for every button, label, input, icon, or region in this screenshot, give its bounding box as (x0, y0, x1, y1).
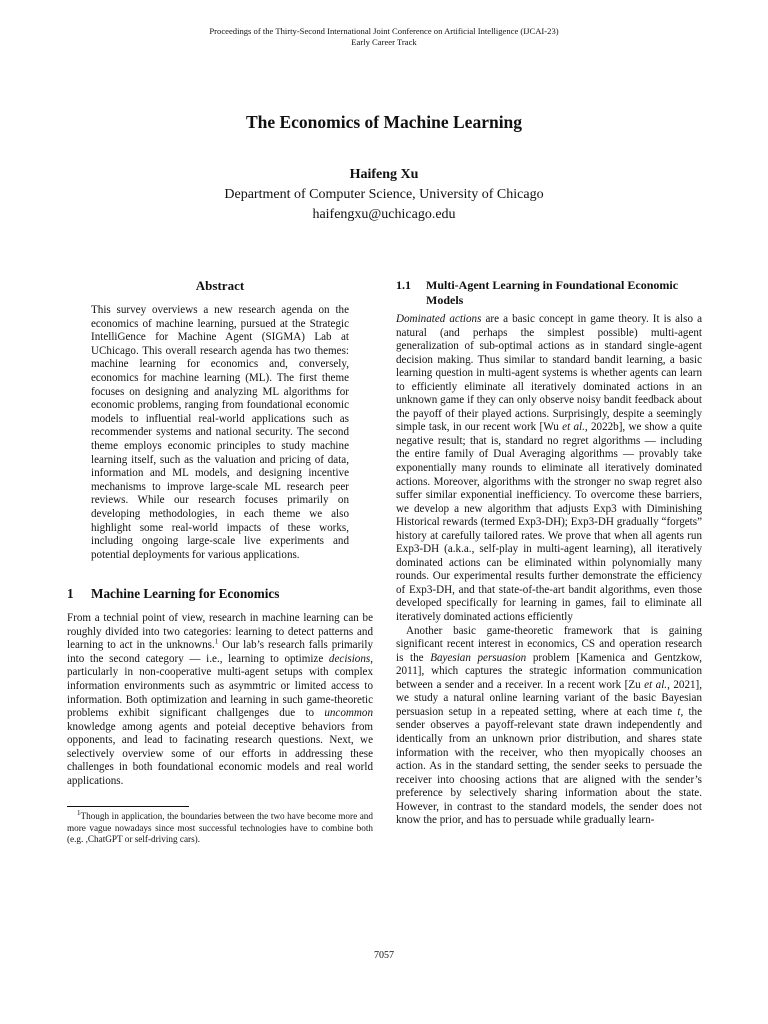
section-paragraph (67, 612, 373, 788)
author-name: Haifeng Xu (349, 167, 419, 182)
text-span: Another basic game-theoretic framework that is gaining significant recent interest in economics, CS and operation research is the (396, 624, 702, 664)
subsection-title: Multi-Agent Learning in Foundational Economic Models (426, 278, 679, 307)
text-span: , particularly in non-cooperative multi-agent setups with complex information environments such as asymmtric or limited access to information. Both optimization and learning in such game-theoretic problems exhibit significant challgenges due to (67, 652, 373, 720)
page-number: 7057 (374, 950, 394, 961)
footnote-divider (67, 806, 189, 807)
section-heading (67, 586, 373, 602)
section-title: Machine Learning for Economics (91, 586, 280, 602)
text-span: , the sender observes a payoff-relevant state drawn independently and identically from an unknown prior distribution, and shares state information with the receiver, who then myopically chooses an action. As in the standard setting, the sender seeks to persuade the receiver into choosing actions that are aligned with the sender’s preference by selectively sharing information about the state. However, in contrast to the standard models, the sender does not know the prior, and has to persuade while gradually learn- (396, 705, 703, 827)
text-span: knowledge among agents and poteial deceptive behaviors from opponents, and lead to facinating research questions. Next, we selectively overview some of our efforts in addressing these challenges in both foundational economic models and real world applications. (67, 720, 373, 787)
text-span: , 2021], we study a natural online learning variant of the basic Bayesian persuasion setup in a repeated setting, where at each time (396, 678, 703, 718)
footnote-text: Though in application, the boundaries between the two have become more and more vague nowadays since most successful technologies have to combine both (e.g. ,ChatGPT or self-driving cars). (67, 811, 373, 845)
footnote-number: 1 (77, 809, 81, 818)
paper-title: The Economics of Machine Learning (245, 112, 523, 132)
running-header (0, 26, 768, 48)
emphasis: Bayesian persuasion (430, 651, 527, 664)
author-email: haifengxu@uchicago.edu (312, 207, 456, 222)
author-block (0, 165, 768, 225)
left-column (67, 278, 373, 846)
track-line: Early Career Track (351, 37, 417, 47)
emphasis: et al. (562, 421, 585, 434)
emphasis: uncommon (324, 707, 373, 720)
abstract-body: This survey overviews a new research agenda on the economics of machine learning, pursued at the Strategic IntelliGence for Machine Agent (SIGMA) Lab at UChicago. This overall research agenda has two themes: machine learning for economics and, conversely, economics for machine learning (ML). The first theme focuses on designing and analyzing ML algorithms for economic problems, ranging from foundational economic models to influential real-world applications such as recommender systems and national security. The second theme employs economic principles to study machine learning itself, such as the valuation and pricing of data, information and ML models, and designing incentive mechanisms to improve large-scale ML research peer reviews. While our research focuses primarily on developing methodologies, in each theme we also highlight some real-world impacts of these works, including ongoing large-scale live experiments and potential deployments for various applications. (91, 304, 349, 561)
subsection-number: 1.1 (396, 278, 411, 292)
subsection-heading (396, 278, 702, 308)
author-affiliation: Department of Computer Science, University of Chicago (224, 187, 544, 202)
text-span: From a technial point of view, research in machine learning can be roughly divided into two categories: learning to detect patterns and learning to act in the unknowns. (67, 612, 373, 652)
footnote (67, 811, 373, 846)
right-column (396, 278, 702, 828)
proceedings-line: Proceedings of the Thirty-Second International Joint Conference on Artificial Intelligence (IJCAI-23) (209, 26, 559, 36)
section-number: 1 (67, 586, 74, 602)
text-span: Our lab’s research falls primarily into the second category — i.e., learning to optimize (67, 639, 373, 665)
emphasis: t (677, 705, 681, 718)
text-span: problem [Kamenica and Gentzkow, 2011], which captures the strategic information communication between a sender and a receiver. In a recent work [Zu (396, 651, 703, 691)
emphasis: et al. (644, 678, 668, 691)
text-span: are a basic concept in game theory. It is also a natural (and perhaps the simplest possible) multi-agent generalization of sub-optimal actions as in standard single-agent decision making. Thus similar to standard bandit learning, a basic learning question in multi-agent systems is whether agents can learn to efficiently eliminate all iteratively dominated actions in an unknown game if they can only observe noisy bandit feedback about the payoff of their played actions. Surprisingly, despite a seemingly simple task, in our recent work [Wu (396, 313, 702, 434)
text-span: , 2022b], we show a quite negative result; that is, standard no regret algorithms — including the entire family of Dual Averaging algorithms — provably take exponentially many rounds to eliminate all iteratively dominated actions. Moreover, algorithms with the stronger no swap regret also suffer similar exponential inefficiency. To overcome these barriers, we develop a new algorithm that adjusts Exp3 with Diminishing Historical rewards (termed Exp3-DH); Exp3-DH gradually “forgets” history at carefully tailored rates. We prove that when all agents run Exp3-DH (a.k.a., self-play in multi-agent learning), all iteratively dominated actions can be eliminated within polynomially many rounds. Our experimental results further demonstrate the efficiency of Exp3-DH, and that state-of-the-art bandit algorithms, even those developed specifically for learning in games, fail to eliminate all iteratively dominated actions efficiently (396, 421, 702, 624)
subsection-paragraph-2 (396, 625, 702, 828)
abstract-heading: Abstract (195, 278, 245, 293)
emphasis: decisions (328, 652, 371, 665)
footnote-marker[interactable]: 1 (214, 637, 219, 646)
emphasis: Dominated actions (396, 313, 482, 325)
subsection-paragraph-1 (396, 313, 702, 625)
